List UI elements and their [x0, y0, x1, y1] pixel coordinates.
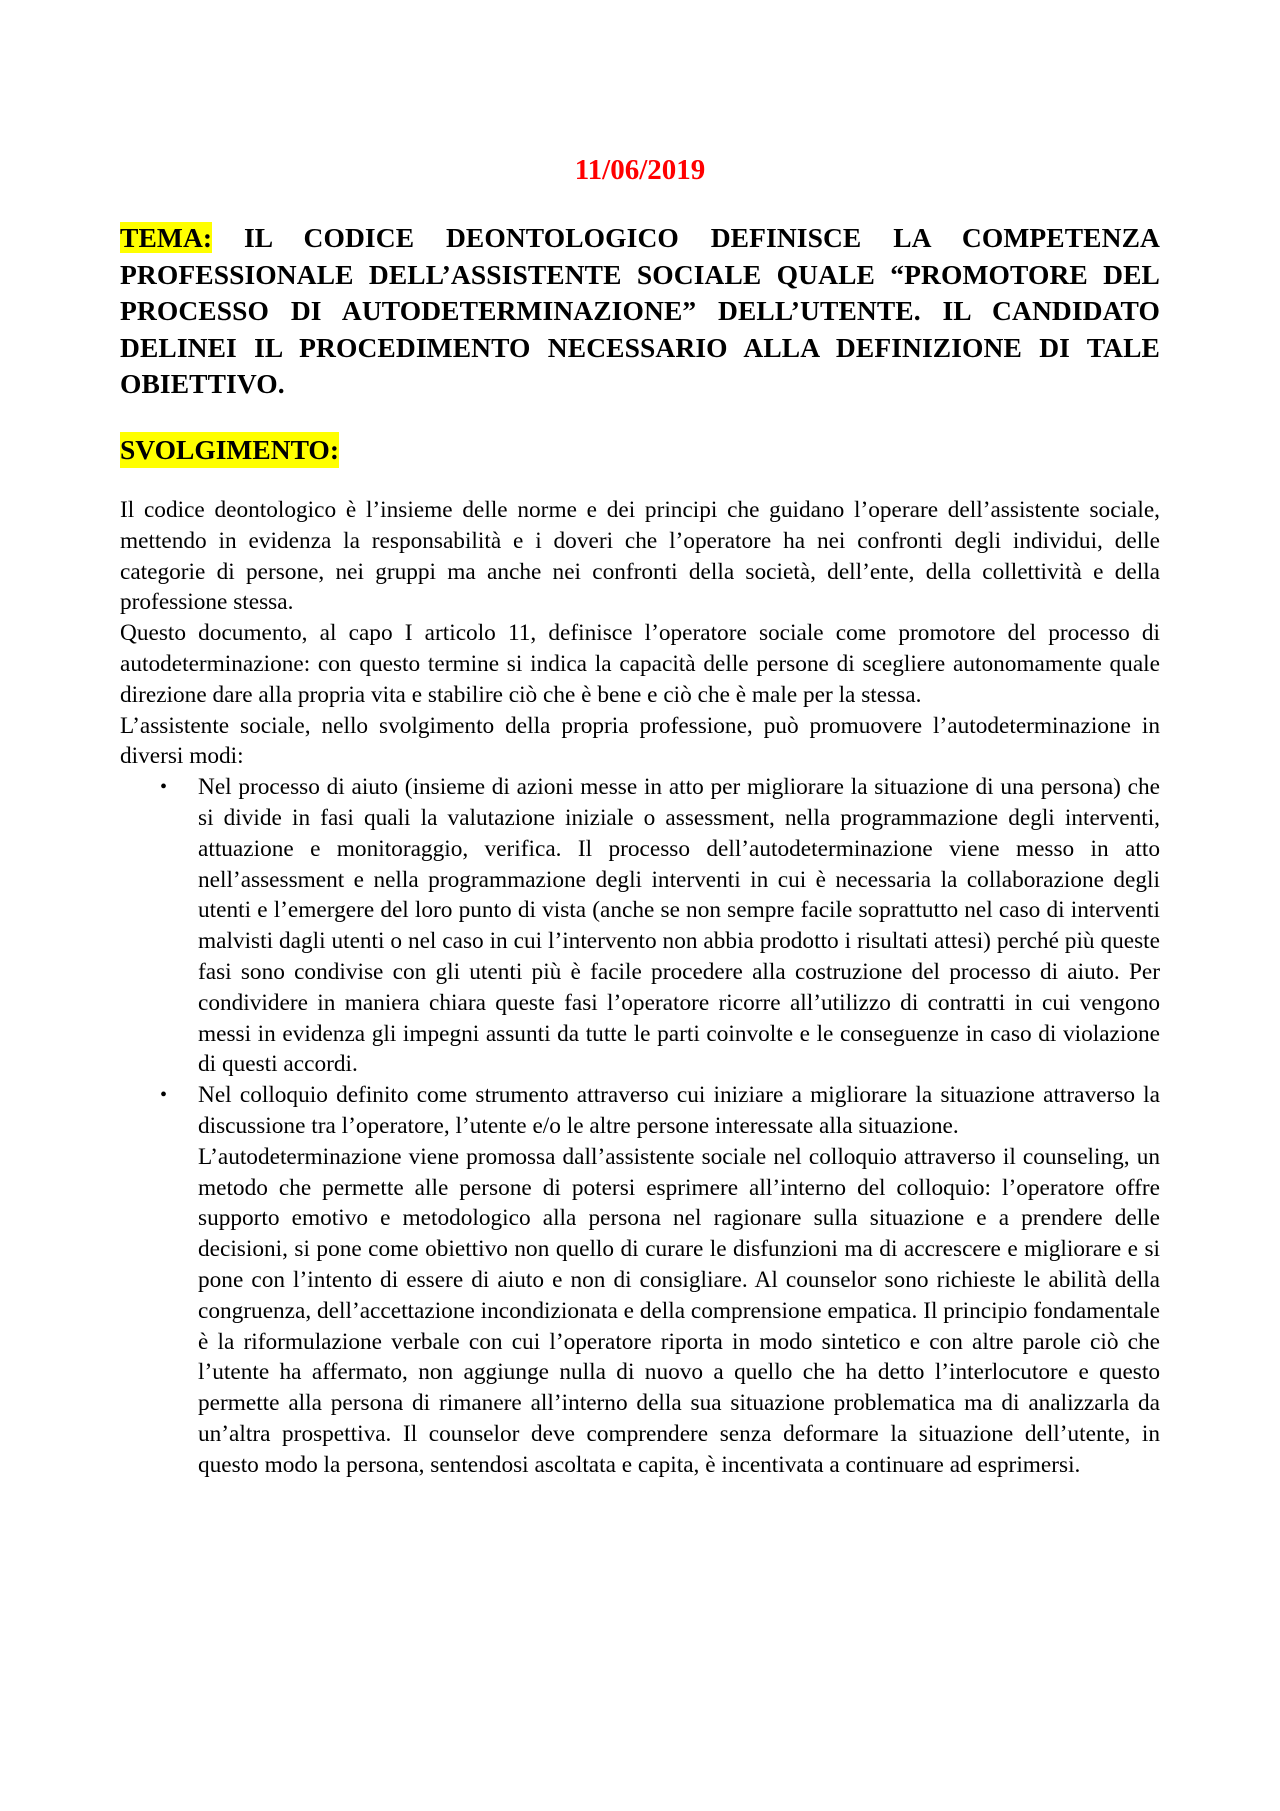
list-item-text: Nel processo di aiuto (insieme di azioni messe in atto per migliorare la situazione di una persona) che si divide in fasi quali la valutazione iniziale o assessment, nella programmazione degli interventi, attuazione e monitoraggio, verifica. Il processo dell’autodeterminazione viene messo in atto nell’assessment e nella programmazione degli interventi in cui è necessaria la collaborazione degli utenti e l’emergere del loro punto di vista (anche se non sempre facile soprattutto nel caso di interventi malvisti dagli utenti o nel caso in cui l’intervento non abbia prodotto i risultati attesi) perché più queste fasi sono condivise con gli utenti più è facile procedere alla costruzione del processo di aiuto. Per condividere in maniera chiara queste fasi l’operatore ricorre all’utilizzo di contratti in cui vengono messi in evidenza gli impegni assunti da tutte le parti coinvolte e le conseguenze in caso di violazione di questi accordi. [198, 774, 1160, 1078]
paragraph: L’assistente sociale, nello svolgimento della propria professione, può promuovere l’autodeterminazione in diversi modi: [120, 712, 1160, 770]
paragraph: Questo documento, al capo I articolo 11, definisce l’operatore sociale come promotore del processo di autodeterminazione: con questo termine si indica la capacità delle persone di scegliere autonomamente quale direzione dare alla propria vita e stabilire ciò che è bene e ciò che è male per la stessa. [120, 620, 1160, 708]
list-item [120, 1080, 1160, 1480]
list-item-text: Nel colloquio definito come strumento attraverso cui iniziare a migliorare la situazione attraverso la discussione tra l’operatore, l’utente e/o le altre persone interessate alla situazione. [198, 1082, 1160, 1139]
tema-text: IL CODICE DEONTOLOGICO DEFINISCE LA COMPETENZA PROFESSIONALE DELL’ASSISTENTE SOCIALE QUALE “PROMOTORE DEL PROCESSO DI AUTODETERMINAZIONE” DELL’UTENTE. IL CANDIDATO DELINEI IL PROCEDIMENTO NECESSARIO ALLA DEFINIZIONE DI TALE OBIETTIVO. [120, 222, 1160, 400]
tema-label: TEMA: [120, 222, 213, 253]
document-date: 11/06/2019 [574, 154, 706, 186]
bullet-icon: • [160, 1084, 168, 1107]
svolgimento-body [120, 495, 1160, 1481]
list-item [120, 772, 1160, 1080]
paragraph: Il codice deontologico è l’insieme delle norme e dei principi che guidano l’operare dell’assistente sociale, mettendo in evidenza la responsabilità e i doveri che l’operatore ha nei confronti degli individui, delle categorie di persone, nei gruppi ma anche nei confronti della società, dell’ente, della collettività e della professione stessa. [120, 497, 1160, 616]
list-item-continuation: L’autodeterminazione viene promossa dall’assistente sociale nel colloquio attraverso il counseling, un metodo che permette alle persone di potersi esprimere all’interno del colloquio: l’operatore offre supporto emotivo e metodologico alla persona nel ragionare sulla situazione e a prendere delle decisioni, si pone come obiettivo non quello di curare le disfunzioni ma di accrescere e migliorare e si pone con l’intento di essere di aiuto e non di consigliare. Al counselor sono richieste le abilità della congruenza, dell’accettazione incondizionata e della comprensione empatica. Il principio fondamentale è la riformulazione verbale con cui l’operatore riporta in modo sintetico e con altre parole ciò che l’utente ha affermato, non aggiunge nulla di nuovo a quello che ha detto l’interlocutore e questo permette alla persona di rimanere all’interno della sua situazione problematica ma di analizzarla da un’altra prospettiva. Il counselor deve comprendere senza deformare la situazione dell’utente, in questo modo la persona, sentendosi ascoltata e capita, è incentivata a continuare ad esprimersi. [198, 1143, 1160, 1478]
tema-block [120, 220, 1160, 403]
bullet-list [120, 772, 1160, 1480]
bullet-icon: • [160, 776, 168, 799]
svolgimento-heading: SVOLGIMENTO: [120, 432, 339, 468]
